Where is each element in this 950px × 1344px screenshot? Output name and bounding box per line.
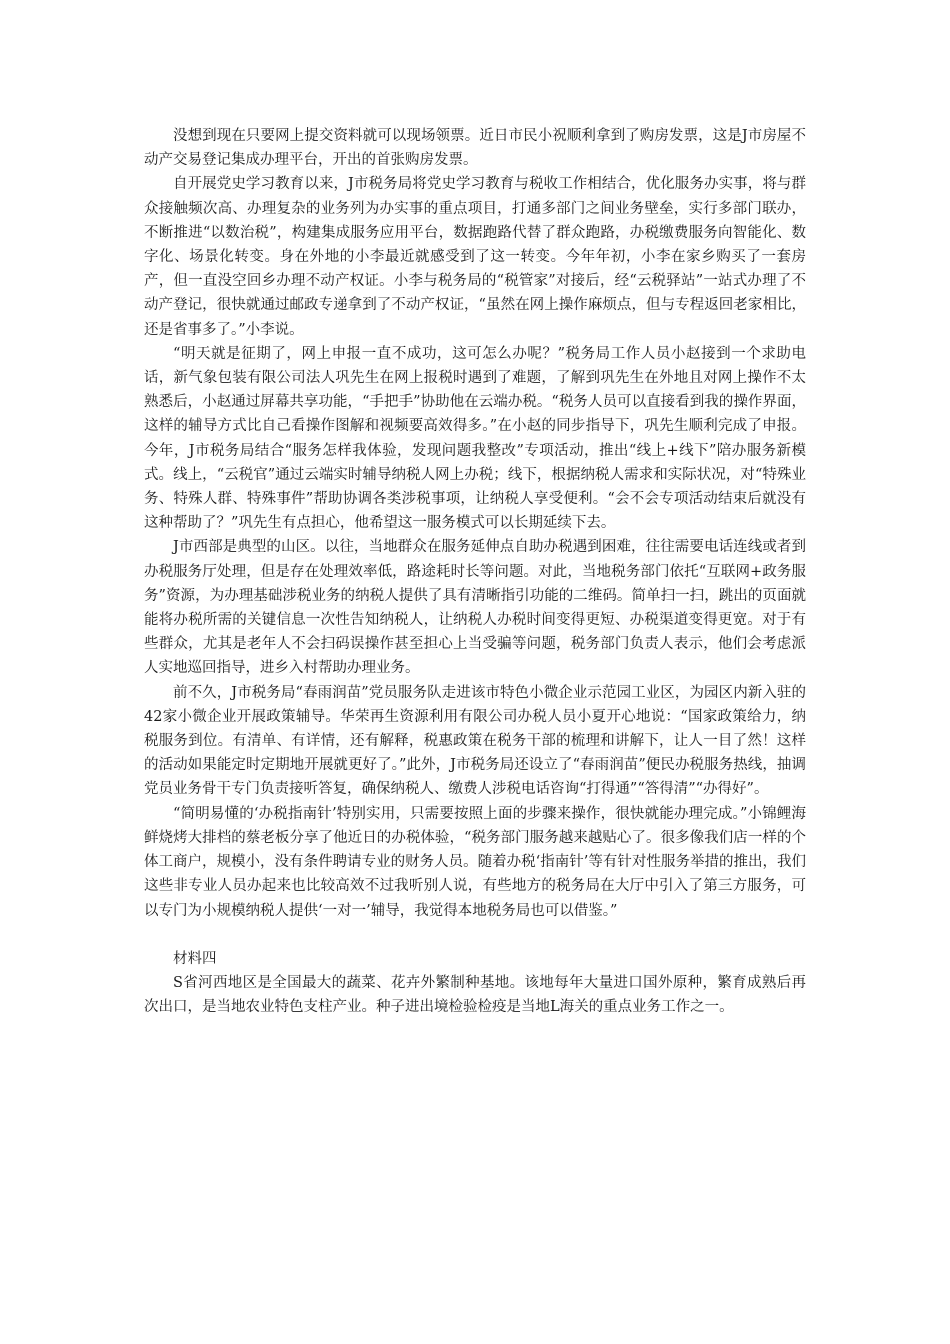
- paragraph: “明天就是征期了，网上申报一直不成功，这可怎么办呢？”税务局工作人员小赵接到一个求助电话，新气象包装有限公司法人巩先生在网上报税时遇到了难题，了解到巩先生在外地且对网上操作不太熟悉后，小赵通过屏幕共享功能，“手把手”协助他在云端办税。“税务人员可以直接看到我的操作界面，这样的辅导方式比自己看操作图解和视频要高效得多。”在小赵的同步指导下，巩先生顺利完成了申报。今年，J市税务局结合“服务怎样我体验，发现问题我整改”专项活动，推出“线上+线下”陪办服务新模式。线上，“云税官”通过云端实时辅导纳税人网上办税；线下，根据纳税人需求和实际状况，对“特殊业务、特殊人群、特殊事件”帮助协调各类涉税事项，让纳税人享受便利。“会不会专项活动结束后就没有这种帮助了？”巩先生有点担心，他希望这一服务模式可以长期延续下去。: [144, 345, 806, 532]
- paragraph: “简明易懂的‘办税指南针’特别实用，只需要按照上面的步骤来操作，很快就能办理完成。”小锦鲤海鲜烧烤大排档的蔡老板分享了他近日的办税体验，“税务部门服务越来越贴心了。很多像我们店一样的个体工商户，规模小，没有条件聘请专业的财务人员。随着办税‘指南针’等有针对性服务举措的推出，我们这些非专业人员办起来也比较高效不过我听别人说，有些地方的税务局在大厅中引入了第三方服务，可以专门为小规模纳税人提供‘一对一’辅导，我觉得本地税务局也可以借鉴。”: [144, 805, 806, 919]
- section-heading: 材料四: [173, 950, 217, 967]
- paragraph: 没想到现在只要网上提交资料就可以现场领票。近日市民小祝顺利拿到了购房发票，这是J市房屋不动产交易登记集成办理平台，开出的首张购房发票。: [144, 128, 806, 169]
- document-body: [144, 124, 806, 1019]
- section-gap: [144, 923, 806, 947]
- paragraph: J市西部是典型的山区。以往，当地群众在服务延伸点自助办税遇到困难，往往需要电话连线或者到办税服务厅处理，但是存在处理效率低，路途耗时长等问题。对此，当地税务部门依托“互联网+政务服务”资源，为办理基础涉税业务的纳税人提供了具有清晰指引功能的二维码。简单扫一扫，跳出的页面就能将办税所需的关键信息一次性告知纳税人，让纳税人办税时间变得更短、办税渠道变得更宽。对于有些群众，尤其是老年人不会扫码误操作甚至担心上当受骗等问题，税务部门负责人表示，他们会考虑派人实地巡回指导，进乡入村帮助办理业务。: [144, 539, 806, 677]
- paragraph: S省河西地区是全国最大的蔬菜、花卉外繁制种基地。该地每年大量进口国外原种，繁育成熟后再次出口，是当地农业特色支柱产业。种子进出境检验检疫是当地L海关的重点业务工作之一。: [144, 974, 806, 1016]
- paragraph: 前不久，J市税务局“春雨润苗”党员服务队走进该市特色小微企业示范园工业区，为园区内新入驻的42家小微企业开展政策辅导。华荣再生资源利用有限公司办税人员小夏开心地说：“国家政策给力，纳税服务到位。有清单、有详情，还有解释，税惠政策在税务干部的梳理和讲解下，让人一目了然！这样的活动如果能定时定期地开展就更好了。”此外，J市税务局还设立了“春雨润苗”便民办税服务热线，抽调党员业务骨干专门负责接听答复，确保纳税人、缴费人涉税电话咨询“打得通”“答得清”“办得好”。: [144, 684, 806, 798]
- paragraph: 自开展党史学习教育以来，J市税务局将党史学习教育与税收工作相结合，优化服务办实事，将与群众接触频次高、办理复杂的业务列为办实事的重点项目，打通多部门之间业务壁垒，实行多部门联办，不断推进“以数治税”，构建集成服务应用平台，数据跑路代替了群众跑路，办税缴费服务向智能化、数字化、场景化转变。身在外地的小李最近就感受到了这一转变。今年年初，小李在家乡购买了一套房产，但一直没空回乡办理不动产权证。小李与税务局的“税管家”对接后，经“云税驿站”一站式办理了不动产登记，很快就通过邮政专递拿到了不动产权证，“虽然在网上操作麻烦点，但与专程返回老家相比，还是省事多了。”小李说。: [144, 176, 806, 338]
